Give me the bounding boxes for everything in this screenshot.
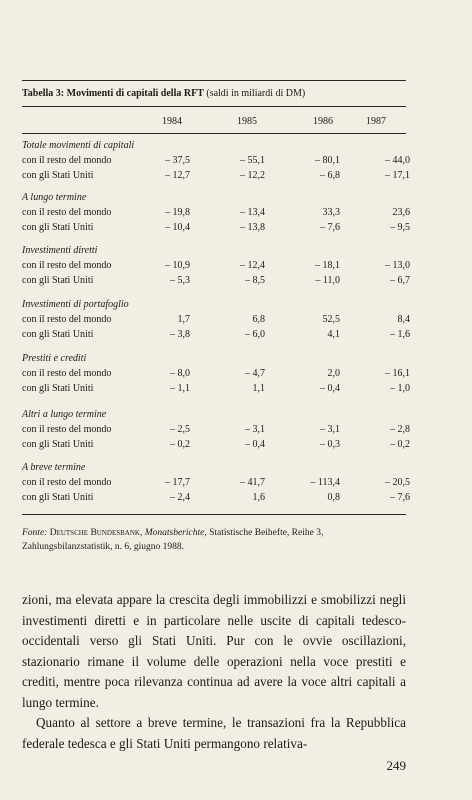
value-cell: – 6,7	[390, 275, 410, 286]
table-section	[22, 298, 410, 342]
value-cell: – 5,3	[170, 275, 190, 286]
value-cell: – 44,0	[385, 155, 410, 166]
value-cell: – 12,2	[240, 170, 265, 181]
header-rule	[22, 133, 406, 134]
body-text	[22, 590, 406, 754]
value-cell: – 113,4	[310, 477, 340, 488]
table-bottom-rule	[22, 514, 406, 515]
table-row	[22, 437, 410, 452]
year-header-row	[0, 116, 472, 130]
value-cell: – 10,9	[165, 260, 190, 271]
table-row	[22, 258, 410, 273]
table-row	[22, 366, 410, 381]
table-top-rule	[22, 80, 406, 81]
value-cell: – 7,6	[320, 222, 340, 233]
table-section	[22, 139, 410, 183]
table-section	[22, 244, 410, 288]
row-label: con il resto del mondo	[22, 207, 112, 218]
row-label: con il resto del mondo	[22, 314, 112, 325]
row-label: con gli Stati Uniti	[22, 170, 94, 181]
row-label: con il resto del mondo	[22, 260, 112, 271]
section-title: A breve termine	[22, 462, 86, 473]
section-title: Investimenti di portafoglio	[22, 299, 129, 310]
value-cell: 23,6	[392, 207, 410, 218]
table-row	[22, 153, 410, 168]
table-row	[22, 273, 410, 288]
table-caption-title: Tabella 3: Movimenti di capitali della RFT	[22, 88, 204, 99]
value-cell: – 11,0	[315, 275, 340, 286]
value-cell: 1,6	[252, 492, 265, 503]
value-cell: – 12,7	[165, 170, 190, 181]
value-cell: – 6,8	[320, 170, 340, 181]
value-cell: 33,3	[322, 207, 340, 218]
value-cell: – 7,6	[390, 492, 410, 503]
source-organisation: Deutsche Bundesbank,	[49, 528, 143, 538]
table-source-note	[22, 526, 412, 554]
value-cell: – 1,1	[170, 383, 190, 394]
value-cell: 2,0	[327, 368, 340, 379]
value-cell: – 0,4	[320, 383, 340, 394]
value-cell: – 20,5	[385, 477, 410, 488]
value-cell: – 8,5	[245, 275, 265, 286]
value-cell: – 6,0	[245, 329, 265, 340]
paragraph: Quanto al settore a breve termine, le transazioni fra la Repubblica federale tedesca e gli Stati Uniti permangono relativa-	[22, 715, 406, 751]
table-row	[22, 327, 410, 342]
value-cell: 1,7	[177, 314, 190, 325]
value-cell: – 55,1	[240, 155, 265, 166]
value-cell: 6,8	[252, 314, 265, 325]
row-label: con il resto del mondo	[22, 155, 112, 166]
value-cell: – 2,4	[170, 492, 190, 503]
table-row	[22, 381, 410, 396]
year-header: 1985	[237, 116, 257, 127]
row-label: con gli Stati Uniti	[22, 492, 94, 503]
paragraph: zioni, ma elevata appare la crescita degli immobilizzi e smobilizzi negli investimenti diretti e in particolare nelle uscite di capitali tedesco-occidentali verso gli Stati Uniti. Pur con le ovvie oscillazioni, stazionario rimane il volume delle operazioni nella voce prestiti e crediti, mentre poca rilevanza continua ad avere la voce altri capitali a lungo termine.	[22, 592, 406, 710]
row-label: con gli Stati Uniti	[22, 329, 94, 340]
value-cell: – 37,5	[165, 155, 190, 166]
row-label: con gli Stati Uniti	[22, 222, 94, 233]
year-header: 1986	[313, 116, 333, 127]
value-cell: – 18,1	[315, 260, 340, 271]
value-cell: 52,5	[322, 314, 340, 325]
value-cell: – 1,6	[390, 329, 410, 340]
table-section	[22, 408, 410, 452]
source-label: Fonte:	[22, 528, 48, 538]
year-header: 1984	[162, 116, 182, 127]
value-cell: – 12,4	[240, 260, 265, 271]
row-label: con il resto del mondo	[22, 424, 112, 435]
section-title: Totale movimenti di capitali	[22, 140, 135, 151]
value-cell: – 9,5	[390, 222, 410, 233]
section-title: A lungo termine	[22, 192, 87, 203]
table-row	[22, 490, 410, 505]
row-label: con gli Stati Uniti	[22, 383, 94, 394]
value-cell: – 13,0	[385, 260, 410, 271]
value-cell: – 4,7	[245, 368, 265, 379]
section-title: Investimenti diretti	[22, 245, 98, 256]
value-cell: – 19,8	[165, 207, 190, 218]
value-cell: – 0,2	[170, 439, 190, 450]
value-cell: – 0,2	[390, 439, 410, 450]
value-cell: – 1,0	[390, 383, 410, 394]
value-cell: – 10,4	[165, 222, 190, 233]
value-cell: – 8,0	[170, 368, 190, 379]
row-label: con il resto del mondo	[22, 368, 112, 379]
value-cell: – 13,8	[240, 222, 265, 233]
row-label: con gli Stati Uniti	[22, 275, 94, 286]
table-section	[22, 191, 410, 235]
table-caption	[22, 88, 305, 99]
section-title: Prestiti e crediti	[22, 353, 87, 364]
table-row	[22, 205, 410, 220]
table-section	[22, 461, 410, 505]
value-cell: – 0,3	[320, 439, 340, 450]
table-row	[22, 168, 410, 183]
value-cell: 4,1	[327, 329, 340, 340]
value-cell: – 0,4	[245, 439, 265, 450]
value-cell: – 3,8	[170, 329, 190, 340]
value-cell: – 17,7	[165, 477, 190, 488]
value-cell: – 17,1	[385, 170, 410, 181]
table-row	[22, 220, 410, 235]
table-caption-units: (saldi in miliardi di DM)	[203, 88, 306, 99]
table-row	[22, 312, 410, 327]
value-cell: – 2,5	[170, 424, 190, 435]
table-section	[22, 352, 410, 396]
value-cell: – 13,4	[240, 207, 265, 218]
value-cell: – 16,1	[385, 368, 410, 379]
section-title: Altri a lungo termine	[22, 409, 107, 420]
value-cell: – 41,7	[240, 477, 265, 488]
value-cell: 1,1	[252, 383, 265, 394]
value-cell: 8,4	[397, 314, 410, 325]
value-cell: – 3,1	[320, 424, 340, 435]
caption-rule	[22, 106, 406, 107]
value-cell: 0,8	[327, 492, 340, 503]
value-cell: – 3,1	[245, 424, 265, 435]
source-details: Statistische Beihefte, Reihe 3, Zahlungsbilanzstatistik, n. 6, giugno 1988.	[22, 528, 324, 552]
row-label: con gli Stati Uniti	[22, 439, 94, 450]
table-row	[22, 422, 410, 437]
source-publication: Monatsberichte,	[144, 528, 207, 538]
page-number: 249	[386, 758, 406, 773]
value-cell: – 2,8	[390, 424, 410, 435]
value-cell: – 80,1	[315, 155, 340, 166]
row-label: con il resto del mondo	[22, 477, 112, 488]
year-header: 1987	[366, 116, 386, 127]
table-row	[22, 475, 410, 490]
